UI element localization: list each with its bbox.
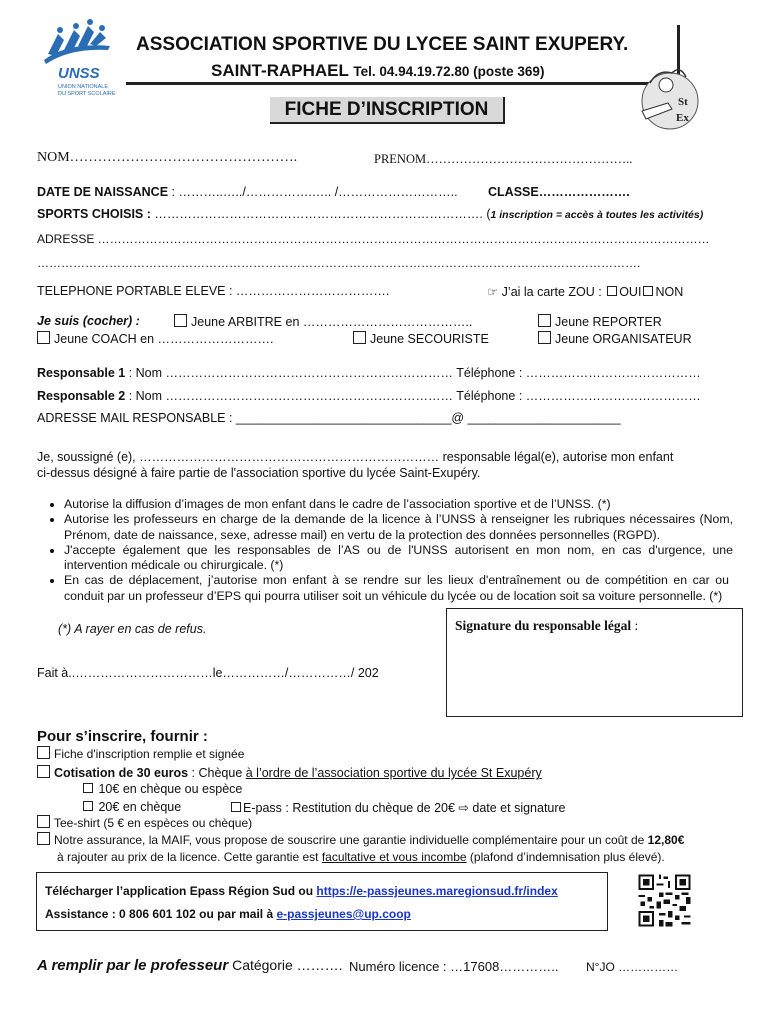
- adresse-field-line2[interactable]: …………………………………………………………………………………………………………………………………….: [37, 256, 641, 270]
- item-cotisation[interactable]: [37, 765, 542, 780]
- consent-bullet: • Autorise la diffusion d’images de mon enfant dans le cadre de l’association sportive et de l’UNSS. (*): [64, 497, 733, 512]
- option-10-label: 10€ en chèque ou espèce: [98, 782, 243, 796]
- nom-field[interactable]: NOM………………………………………….: [37, 150, 298, 165]
- fiche-checkbox[interactable]: [37, 746, 50, 759]
- date-naissance-value: : ………..…../…………….….. /………………………..: [168, 185, 458, 199]
- consent-bullet: • J'accepte également que les responsables de l’AS ou de l'UNSS autorisent en mon nom, en cas d'urgence, une intervention médicale ou chirurgicale. (*): [64, 543, 733, 574]
- item-teeshirt[interactable]: [37, 815, 252, 830]
- zou-oui-label: OUI: [619, 285, 642, 299]
- epass-email-link[interactable]: e-passjeunes@up.coop: [276, 907, 411, 921]
- cotisation-colon: : Chèque: [188, 766, 246, 780]
- consent-bullet: • Autorise les professeurs en charge de la demande de la licence à l’UNSS à renseigner les rubriques nécessaires (Nom, Prénom, date de naissance, sexe, adresse mail) en vertu de la protection des données personnelles (RGPD).: [64, 512, 733, 543]
- cotisation-checkbox[interactable]: [37, 765, 50, 778]
- reporter-checkbox[interactable]: [538, 314, 551, 327]
- consent-line-2: ci-dessus désigné à faire partie de l'association sportive du lycée Saint-Exupéry.: [37, 466, 481, 480]
- email-responsable-field[interactable]: ADRESSE MAIL RESPONSABLE : _______________________________@ ______________________: [37, 411, 621, 425]
- reporter-label: Jeune REPORTER: [555, 315, 662, 329]
- epass-assist-line: [45, 907, 411, 921]
- responsable-2-rest: : Nom …………………………………………………………… Téléphone : ……………………………………: [125, 389, 701, 403]
- date-naissance-field[interactable]: [37, 185, 458, 199]
- sports-dots: ……………………………………………………………………. (: [150, 207, 491, 221]
- zou-non-label: NON: [655, 285, 684, 299]
- role-organisateur[interactable]: [538, 331, 692, 346]
- epass-download-line: [45, 884, 558, 898]
- zou-oui-checkbox[interactable]: [607, 286, 617, 296]
- role-reporter[interactable]: [538, 314, 662, 329]
- sports-field[interactable]: [37, 207, 703, 221]
- assurance-price: 12,80€: [647, 833, 685, 847]
- coach-checkbox[interactable]: [37, 331, 50, 344]
- teeshirt-label: Tee-shirt (5 € en espèces ou chèque): [54, 816, 253, 830]
- responsable-1-rest: : Nom …………………………………………………………… Téléphone : ……………………………………: [125, 366, 701, 380]
- svg-text:DU SPORT SCOLAIRE: DU SPORT SCOLAIRE: [58, 91, 116, 97]
- arbitre-checkbox[interactable]: [174, 314, 187, 327]
- svg-text:Ex: Ex: [676, 112, 689, 124]
- epass-url-link[interactable]: https://e-passjeunes.maregionsud.fr/index: [316, 884, 558, 898]
- assurance-checkbox[interactable]: [37, 832, 50, 845]
- assurance-text: Notre assurance, la MAIF, vous propose de souscrire une garantie individuelle complémentaire pour un coût de: [54, 833, 648, 847]
- svg-text:UNSS: UNSS: [58, 65, 100, 82]
- consent-bullet: • En cas de déplacement, j’autorise mon enfant à se rendre sur les lieux d'entraînement ou de compétition en car ou conduit par un professeur d’EPS qui pourra utiliser soit un véhicule du lycée ou de location soit sa voiture personnelle. (*): [64, 573, 733, 604]
- organisateur-checkbox[interactable]: [538, 331, 551, 344]
- option-epass-checkbox[interactable]: [231, 802, 241, 812]
- inscription-title: Pour s’inscrire, fournir :: [37, 728, 208, 745]
- epass-assist-text: Assistance : 0 806 601 102 ou par mail à: [45, 907, 277, 921]
- coach-label: Jeune COACH en ……………………….: [54, 332, 274, 346]
- telephone-field[interactable]: TELEPHONE PORTABLE ELEVE : ……………………………….: [37, 284, 390, 298]
- date-naissance-label: DATE DE NAISSANCE: [37, 185, 169, 199]
- option-epass-label: E-pass : Restitution du chèque de 20€ ⇨ date et signature: [243, 801, 566, 815]
- assurance-facultative: facultative et vous incombe: [321, 850, 467, 864]
- role-secouriste[interactable]: [353, 331, 489, 346]
- responsable-2-field[interactable]: [37, 389, 701, 403]
- phone-number: Tel. 04.94.19.72.80 (poste 369): [353, 64, 545, 79]
- teeshirt-checkbox[interactable]: [37, 815, 50, 828]
- epass-box: [36, 872, 608, 931]
- option-20-label: 20€ en chèque: [98, 800, 182, 814]
- svg-text:UNION NATIONALE: UNION NATIONALE: [58, 84, 109, 90]
- zou-non-checkbox[interactable]: [643, 286, 653, 296]
- sports-note: 1 inscription = accès à toutes les activités): [490, 209, 704, 221]
- responsable-2-label: Responsable 2: [37, 389, 126, 403]
- arbitre-label: Jeune ARBITRE en …………………………………..: [191, 315, 473, 329]
- option-10-euros[interactable]: [81, 782, 242, 796]
- secouriste-checkbox[interactable]: [353, 331, 366, 344]
- responsable-1-field[interactable]: [37, 366, 701, 380]
- signature-box[interactable]: [446, 608, 743, 717]
- role-arbitre[interactable]: [174, 314, 472, 329]
- numero-licence-field[interactable]: Numéro licence : …17608…………..: [349, 959, 559, 974]
- cotisation-ordre: à l’ordre de l’association sportive du lycée St Exupéry: [245, 766, 542, 780]
- signature-colon: :: [631, 618, 639, 633]
- svg-text:St: St: [678, 96, 688, 108]
- fiche-label: Fiche d'inscription remplie et signée: [54, 747, 245, 761]
- njo-field[interactable]: N°JO ……………: [586, 960, 679, 974]
- professeur-footer[interactable]: [37, 957, 343, 974]
- sports-label: SPORTS CHOISIS :: [37, 207, 151, 221]
- association-title: ASSOCIATION SPORTIVE DU LYCEE SAINT EXUPERY.: [136, 34, 629, 55]
- adresse-field[interactable]: ADRESSE ………………………………………………………………………………………………………………………………………: [37, 232, 710, 246]
- assurance-line-2: [57, 850, 665, 864]
- prenom-field[interactable]: PRENOM…………………………………………..: [374, 152, 633, 166]
- professeur-label: A remplir par le professeur: [37, 957, 229, 974]
- categorie-field: Catégorie ……….: [228, 957, 343, 973]
- organisateur-label: Jeune ORGANISATEUR: [555, 332, 692, 346]
- city: SAINT-RAPHAEL: [211, 61, 349, 80]
- signature-label: Signature du responsable légal: [455, 618, 632, 633]
- secouriste-label: Jeune SECOURISTE: [370, 332, 489, 346]
- role-coach[interactable]: [37, 331, 274, 346]
- item-fiche[interactable]: [37, 746, 244, 761]
- item-assurance[interactable]: [37, 832, 684, 847]
- signature-label-wrap: [455, 618, 638, 634]
- classe-field[interactable]: [488, 185, 630, 199]
- consent-line-1: Je, soussigné (e), ……………………………………………………………… responsable légal(e), autorise mon enfant: [37, 450, 674, 464]
- zou-label: ☞ J’ai la carte ZOU :: [487, 285, 602, 299]
- unss-logo: [38, 16, 120, 101]
- qr-code[interactable]: [636, 872, 693, 929]
- classe-label: CLASSE………………….: [488, 185, 630, 199]
- refus-note: (*) A rayer en cas de refus.: [58, 622, 207, 636]
- form-title: FICHE D’INSCRIPTION: [270, 97, 505, 124]
- responsable-1-label: Responsable 1: [37, 366, 126, 380]
- cotisation-label: Cotisation de 30 euros: [54, 766, 189, 780]
- option-20-euros[interactable]: [81, 800, 181, 814]
- epass-download-text: Télécharger l’application Epass Région Sud ou: [45, 884, 317, 898]
- consent-bullets: [38, 497, 733, 604]
- option-20-checkbox[interactable]: [83, 801, 93, 811]
- mascot-illustration: [628, 63, 708, 135]
- zou-question: [487, 284, 683, 299]
- fait-a-field[interactable]: Fait à..……………………………le……………/……………/ 202: [37, 666, 379, 680]
- option-10-checkbox[interactable]: [83, 783, 93, 793]
- option-epass[interactable]: [229, 800, 566, 815]
- roles-label: Je suis (cocher) :: [37, 314, 140, 328]
- assurance-text-2a: à rajouter au prix de la licence. Cette garantie est: [57, 850, 322, 864]
- header-subtitle: [211, 61, 544, 81]
- assurance-text-2c: (plafond d’indemnisation plus élevé).: [466, 850, 665, 864]
